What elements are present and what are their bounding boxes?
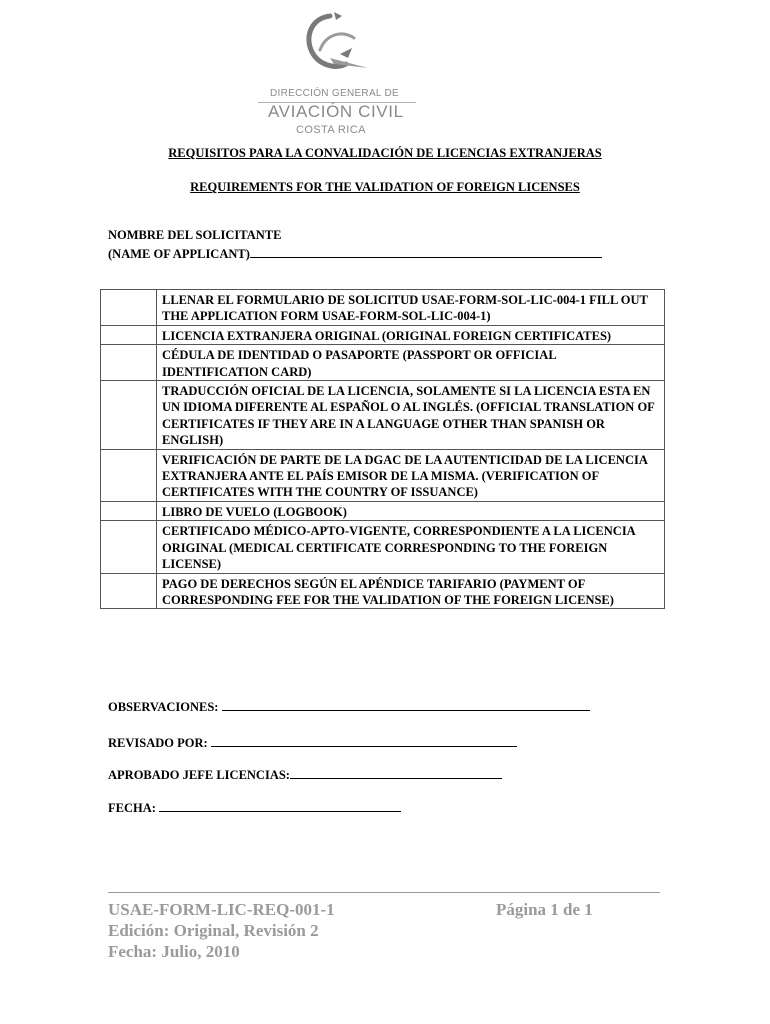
table-row — [101, 501, 665, 520]
footer-form-code: USAE-FORM-LIC-REQ-001-1 — [108, 900, 335, 919]
footer-divider — [108, 892, 660, 893]
revisado-field[interactable] — [211, 734, 517, 747]
observaciones-row — [108, 698, 590, 715]
footer-page-number: Página 1 de 1 — [496, 900, 593, 919]
revisado-label: REVISADO POR: — [108, 736, 208, 750]
requirement-check-cell[interactable] — [101, 381, 157, 450]
org-name-line2: AVIACIÓN CIVIL — [268, 102, 404, 121]
requirement-check-cell[interactable] — [101, 325, 157, 344]
fecha-field[interactable] — [159, 799, 401, 812]
applicant-label-es: NOMBRE DEL SOLICITANTE — [108, 228, 282, 242]
requirement-text: TRADUCCIÓN OFICIAL DE LA LICENCIA, SOLAMENTE SI LA LICENCIA ESTA EN UN IDIOMA DIFERENTE AL ESPAÑOL O AL INGLÉS. (OFFICIAL TRANSLATION OF CERTIFICATES IF THEY ARE IN A LANGUAGE OTHER THAN SPANISH OR ENGLISH) — [157, 381, 665, 450]
applicant-name-field[interactable] — [250, 245, 602, 258]
org-name-line3: COSTA RICA — [296, 124, 366, 136]
requirement-check-cell[interactable] — [101, 501, 157, 520]
table-row — [101, 573, 665, 609]
table-row — [101, 381, 665, 450]
dgac-logo — [248, 8, 428, 138]
revisado-row — [108, 734, 517, 751]
requirement-check-cell[interactable] — [101, 290, 157, 326]
requirement-text: CÉDULA DE IDENTIDAD O PASAPORTE (PASSPORT OR OFFICIAL IDENTIFICATION CARD) — [157, 345, 665, 381]
table-row — [101, 449, 665, 501]
requirement-text: LIBRO DE VUELO (LOGBOOK) — [157, 501, 665, 520]
aprobado-row — [108, 766, 502, 783]
footer-date: Fecha: Julio, 2010 — [108, 942, 240, 961]
requirement-check-cell[interactable] — [101, 345, 157, 381]
applicant-label-en-text: (NAME OF APPLICANT) — [108, 247, 250, 261]
requirement-check-cell[interactable] — [101, 449, 157, 501]
table-row — [101, 290, 665, 326]
aprobado-label: APROBADO JEFE LICENCIAS: — [108, 768, 290, 782]
org-name-line1: DIRECCIÓN GENERAL DE — [270, 88, 399, 99]
title-english: REQUIREMENTS FOR THE VALIDATION OF FOREIGN LICENSES — [190, 180, 580, 194]
requirement-text: CERTIFICADO MÉDICO-APTO-VIGENTE, CORRESPONDIENTE A LA LICENCIA ORIGINAL (MEDICAL CERTIFICATE CORRESPONDING TO THE FOREIGN LICENSE) — [157, 521, 665, 573]
requirements-table — [100, 289, 665, 609]
table-row — [101, 325, 665, 344]
table-row — [101, 345, 665, 381]
requirement-text: VERIFICACIÓN DE PARTE DE LA DGAC DE LA AUTENTICIDAD DE LA LICENCIA EXTRANJERA ANTE EL PAÍS EMISOR DE LA MISMA. (VERIFICATION OF CERTIFICATES WITH THE COUNTRY OF ISSUANCE) — [157, 449, 665, 501]
requirement-check-cell[interactable] — [101, 573, 157, 609]
title-spanish: REQUISITOS PARA LA CONVALIDACIÓN DE LICENCIAS EXTRANJERAS — [168, 146, 602, 160]
requirement-text: PAGO DE DERECHOS SEGÚN EL APÉNDICE TARIFARIO (PAYMENT OF CORRESPONDING FEE FOR THE VALIDATION OF THE FOREIGN LICENSE) — [157, 573, 665, 609]
aprobado-field[interactable] — [290, 766, 502, 779]
airplane-swirl-icon — [290, 8, 380, 86]
observaciones-field[interactable] — [222, 698, 590, 711]
table-row — [101, 521, 665, 573]
requirement-check-cell[interactable] — [101, 521, 157, 573]
footer-edition: Edición: Original, Revisión 2 — [108, 921, 319, 940]
applicant-label-en — [108, 245, 602, 262]
requirement-text: LLENAR EL FORMULARIO DE SOLICITUD USAE-FORM-SOL-LIC-004-1 FILL OUT THE APPLICATION FORM USAE-FORM-SOL-LIC-004-1) — [157, 290, 665, 326]
requirement-text: LICENCIA EXTRANJERA ORIGINAL (ORIGINAL FOREIGN CERTIFICATES) — [157, 325, 665, 344]
fecha-row — [108, 799, 401, 816]
fecha-label: FECHA: — [108, 801, 156, 815]
observaciones-label: OBSERVACIONES: — [108, 700, 219, 714]
